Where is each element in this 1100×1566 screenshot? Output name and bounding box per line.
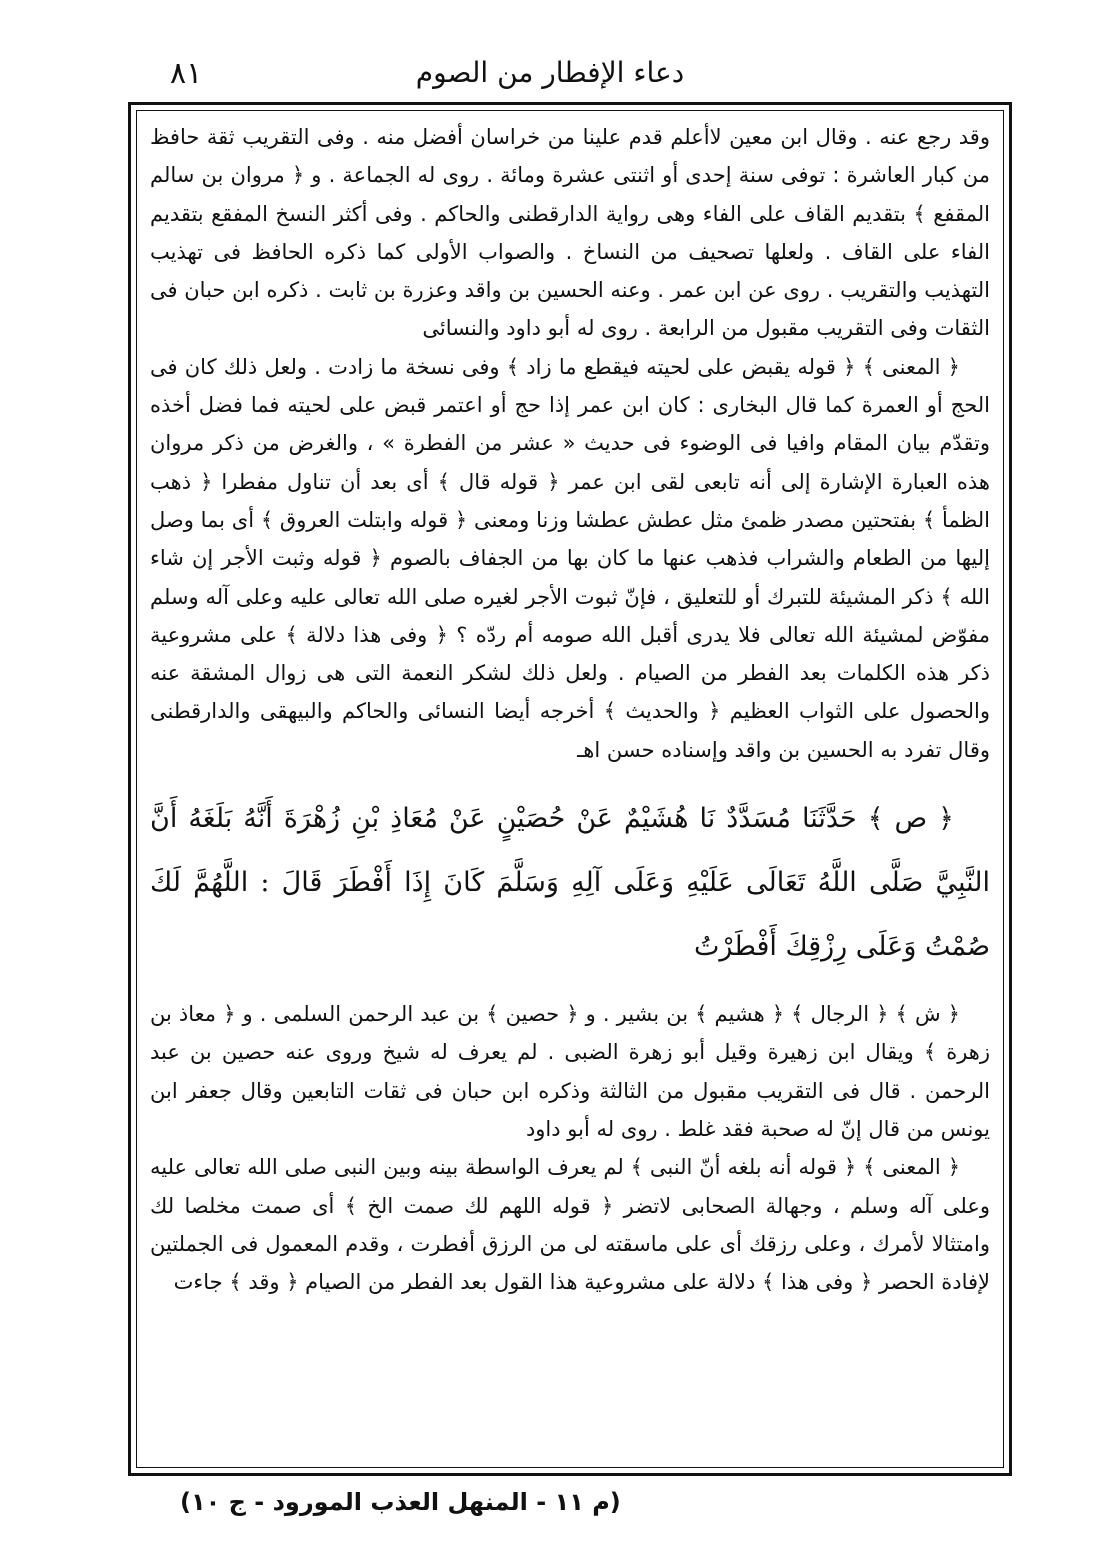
paragraph-meaning: ﴿ المعنى ﴾ ﴿ قوله يقبض على لحيته فيقطع ما زاد ﴾ وفى نسخة ما زادت . ولعل ذلك كان فى الحج أو العمرة كما قال البخارى : كان ابن عمر إذا حج أو اعتمر قبض على لحيته فما فضل أخذه وتقدّم بيان المقام وافيا فى الوضوء فى حديث « عشر من الفطرة » ، والغرض من ذكر مروان هذه العبارة الإشارة إلى أنه تابعى لقى ابن عمر ﴿ قوله قال ﴾ أى بعد أن تناول مفطرا ﴿ ذهب الظمأ ﴾ بفتحتين مصدر ظمئ مثل عطش عطشا وزنا ومعنى ﴿ قوله وابتلت العروق ﴾ أى بما وصل إليها من الطعام والشراب فذهب عنها ما كان بها من الجفاف بالصوم ﴿ قوله وثبت الأجر إن شاء الله ﴾ ذكر المشيئة للتبرك أو للتعليق ، فإنّ ثبوت الأجر لغيره صلى الله تعالى عليه وعلى آله وسلم مفوّض لمشيئة الله تعالى فلا يدرى أقبل الله صومه أم ردّه ؟ ﴿ وفى هذا دلالة ﴾ على مشروعية ذكر هذه الكلمات بعد الفطر من الصيام . ولعل ذلك لشكر النعمة التى هى زوال المشقة عنه والحصول على الثواب العظيم ﴿ والحديث ﴾ أخرجه أيضا النسائى والحاكم والبيهقى والدارقطنى وقال تفرد به الحسين بن واقد وإسناده حسن اهـ xyxy=(150,354,990,762)
running-title: دعاء الإفطار من الصوم xyxy=(415,56,685,89)
paragraph-narrator-notes: وقد رجع عنه . وقال ابن معين لاأعلم قدم علينا من خراسان أفضل منه . وفى التقريب ثقة حافظ من كبار العاشرة : توفى سنة إحدى أو اثنتى عشرة ومائة . روى له الجماعة . و ﴿ مروان بن سالم المقفع ﴾ بتقديم القاف على الفاء وهى رواية الدارقطنى والحاكم . وفى أكثر النسخ المفقع بتقديم الفاء على القاف . ولعلها تصحيف من النساخ . والصواب الأولى كما ذكره الحافظ فى تهذيب التهذيب والتقريب . روى عن ابن عمر . وعنه الحسين بن واقد وعزرة بن ثابت . ذكره ابن حبان فى الثقات وفى التقريب مقبول من الرابعة . روى له أبو داود والنسائى xyxy=(150,125,990,341)
hadith-text: ﴿ ص ﴾ حَدَّثَنَا مُسَدَّدٌ نَا هُشَيْمٌ عَنْ حُصَيْنٍ عَنْ مُعَاذِ بْنِ زُهْرَةَ أَنَّهُ بَلَغَهُ أَنَّ النَّبِيَّ صَلَّى اللَّهُ تَعَالَى عَلَيْهِ وَعَلَى آلِهِ وَسَلَّمَ كَانَ إِذَا أَفْطَرَ قَالَ : اللَّهُمَّ لَكَ صُمْتُ وَعَلَى رِزْقِكَ أَفْطَرْتُ xyxy=(150,803,990,963)
page-number: ٨١ xyxy=(170,56,203,91)
paragraph-meaning-2: ﴿ المعنى ﴾ ﴿ قوله أنه بلغه أنّ النبى ﴾ لم يعرف الواسطة بينه وبين النبى صلى الله تعالى عليه وعلى آله وسلم ، وجهالة الصحابى لاتضر ﴿ قوله اللهم لك صمت الخ ﴾ أى صمت مخلصا لك وامتثالا لأمرك ، وعلى رزقك أى على ماسقته لى من الرزق أفطرت ، وقدم المعمول فى الجملتين لإفادة الحصر ﴿ وفى هذا ﴾ دلالة على مشروعية هذا القول بعد الفطر من الصيام ﴿ وقد ﴾ جاءت xyxy=(150,1155,990,1295)
page-signature: (م ١١ - المنهل العذب المورود - ج ١٠) xyxy=(180,1488,621,1516)
page-header xyxy=(150,50,950,96)
page-body xyxy=(150,118,990,1301)
paragraph-narrators: ﴿ ش ﴾ ﴿ الرجال ﴾ ﴿ هشيم ﴾ بن بشير . و ﴿ حصين ﴾ بن عبد الرحمن السلمى . و ﴿ معاذ بن زهرة ﴾ ويقال ابن زهيرة وقيل أبو زهرة الضبى . لم يعرف له شيخ وروى عنه حصين بن عبد الرحمن . قال فى التقريب مقبول من الثالثة وذكره ابن حبان فى ثقات التابعين وقال جعفر ابن يونس من قال إنّ له صحبة فقد غلط . روى له أبو داود xyxy=(150,1002,990,1141)
